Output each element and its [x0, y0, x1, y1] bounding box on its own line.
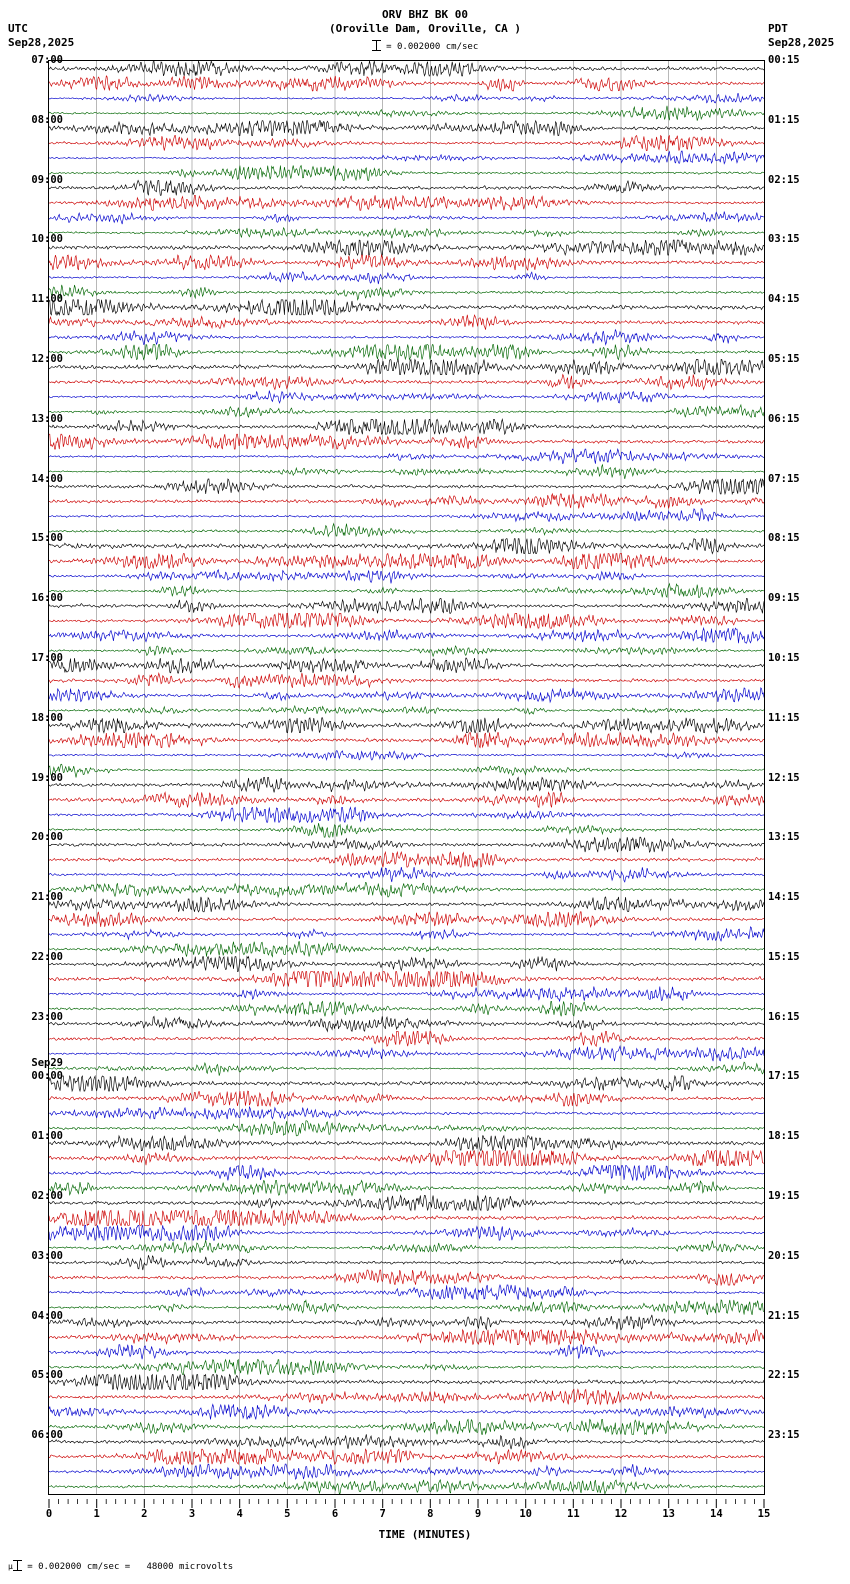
- x-tick-label: 10: [519, 1508, 532, 1520]
- right-time-label: 22:15: [768, 1369, 800, 1382]
- left-time-label: 23:00: [31, 1010, 63, 1023]
- seismic-trace: [49, 1166, 764, 1181]
- seismic-trace: [49, 419, 764, 434]
- right-time-label: 19:15: [768, 1190, 800, 1203]
- seismic-trace: [49, 1181, 764, 1196]
- seismic-trace: [49, 1091, 764, 1106]
- x-tick-label: 6: [331, 1508, 339, 1520]
- right-time-label: 16:15: [768, 1010, 800, 1023]
- seismic-trace: [49, 1345, 764, 1360]
- left-time-label: 06:00: [31, 1429, 63, 1442]
- seismic-trace: [49, 1330, 764, 1345]
- seismic-trace: [49, 61, 764, 76]
- seismic-trace: [49, 584, 764, 598]
- seismic-trace: [49, 1076, 764, 1091]
- page-title: ORV BHZ BK 00: [381, 8, 469, 21]
- right-time-label: 21:15: [768, 1309, 800, 1322]
- right-time-label: 14:15: [768, 891, 800, 904]
- x-tick-label: 12: [614, 1508, 628, 1520]
- seismic-trace: [49, 718, 764, 733]
- seismic-trace: [49, 852, 764, 867]
- left-day-marker: Sep29: [31, 1057, 63, 1070]
- footer-scale-text: = 0.002000 cm/sec = 48000 microvolts: [27, 1562, 234, 1572]
- seismic-trace: [49, 240, 764, 255]
- left-time-label: 15:00: [31, 532, 63, 545]
- seismic-trace: [49, 912, 764, 927]
- seismic-trace: [49, 166, 764, 181]
- seismic-trace: [49, 151, 764, 164]
- right-time-label: 13:15: [768, 831, 800, 844]
- seismic-trace: [49, 195, 764, 210]
- right-time-label: 04:15: [768, 293, 800, 306]
- seismic-trace: [49, 449, 764, 464]
- x-tick-label: 0: [45, 1508, 53, 1520]
- seismic-trace: [49, 927, 764, 942]
- left-time-label: 08:00: [31, 113, 63, 126]
- seismic-trace: [49, 405, 764, 417]
- scale-bar-icon: [372, 40, 381, 51]
- x-tick-label: 1: [93, 1508, 100, 1520]
- seismic-trace: [49, 315, 764, 330]
- seismic-trace: [49, 598, 764, 613]
- seismic-trace: [49, 957, 764, 972]
- seismic-trace: [49, 212, 764, 225]
- left-time-label: 17:00: [31, 651, 63, 664]
- seismic-trace: [49, 539, 764, 554]
- right-time-label: 11:15: [768, 711, 800, 724]
- seismic-trace: [49, 1255, 764, 1270]
- seismic-trace: [49, 479, 764, 494]
- left-time-label: 19:00: [31, 771, 63, 784]
- seismic-trace: [49, 1449, 764, 1464]
- helicorder-plot: [48, 60, 765, 1495]
- seismic-trace: [49, 1480, 764, 1494]
- seismic-trace: [49, 228, 764, 239]
- seismic-trace: [49, 807, 764, 822]
- x-tick-label: 3: [188, 1508, 196, 1520]
- left-time-label: 02:00: [31, 1190, 63, 1203]
- left-time-label: 05:00: [31, 1369, 63, 1382]
- seismic-trace: [49, 1031, 764, 1046]
- left-time-label: 20:00: [31, 831, 63, 844]
- seismic-trace: [49, 1001, 764, 1016]
- seismic-trace: [49, 554, 764, 569]
- right-time-label: 18:15: [768, 1130, 800, 1143]
- right-time-label: 01:15: [768, 113, 800, 126]
- seismic-trace: [49, 76, 764, 91]
- seismic-trace: [49, 1240, 764, 1253]
- seismic-trace: [49, 375, 764, 390]
- left-time-label: 22:00: [31, 950, 63, 963]
- seismic-trace: [49, 434, 764, 449]
- seismic-trace: [49, 1285, 764, 1300]
- seismic-trace: [49, 1107, 764, 1119]
- seismic-trace: [49, 733, 764, 748]
- right-date: Sep28,2025: [768, 36, 835, 49]
- x-tick-label: 9: [474, 1508, 482, 1520]
- seismic-trace: [49, 1016, 764, 1031]
- right-time-label: 23:15: [768, 1429, 800, 1442]
- x-axis-title: TIME (MINUTES): [378, 1528, 472, 1541]
- left-time-label: 21:00: [31, 891, 63, 904]
- seismic-trace: [49, 778, 764, 793]
- right-time-label: 06:15: [768, 412, 800, 425]
- x-tick-label: 7: [379, 1508, 386, 1520]
- seismic-trace: [49, 300, 764, 315]
- left-time-label: 04:00: [31, 1309, 63, 1322]
- scale-legend-text: = 0.002000 cm/sec: [386, 42, 479, 52]
- seismic-trace: [49, 1375, 764, 1390]
- seismic-trace: [49, 823, 764, 837]
- right-time-label: 08:15: [768, 532, 800, 545]
- right-time-label: 09:15: [768, 592, 800, 605]
- left-timezone: UTC: [8, 22, 28, 35]
- seismic-trace: [49, 330, 764, 345]
- right-time-label: 00:15: [768, 54, 800, 66]
- seismic-trace: [49, 942, 764, 957]
- seismic-trace: [49, 345, 764, 360]
- footer-scale-bar-icon: [13, 1560, 22, 1571]
- seismic-trace: [49, 837, 764, 852]
- amplitude-scale-legend: [0, 40, 850, 52]
- right-time-label: 10:15: [768, 651, 800, 664]
- seismic-trace: [49, 897, 764, 912]
- seismic-trace: [49, 1419, 764, 1434]
- seismic-trace: [49, 94, 764, 103]
- seismic-trace: [49, 1315, 764, 1330]
- seismic-trace: [49, 646, 764, 656]
- seismic-trace: [49, 1270, 764, 1285]
- seismic-trace: [49, 1151, 764, 1166]
- seismic-trace: [49, 867, 764, 882]
- seismic-trace: [49, 883, 764, 897]
- left-time-label: 13:00: [31, 412, 63, 425]
- seismic-trace: [49, 524, 764, 537]
- left-time-label: 00:00: [31, 1070, 63, 1083]
- seismic-trace: [49, 1300, 764, 1315]
- seismic-trace: [49, 1360, 764, 1375]
- seismic-trace: [49, 391, 764, 403]
- seismogram-canvas: [49, 61, 764, 1494]
- seismic-trace: [49, 106, 764, 121]
- left-time-label: 14:00: [31, 472, 63, 485]
- left-date: Sep28,2025: [8, 36, 75, 49]
- x-axis: [45, 1496, 771, 1530]
- seismic-trace: [49, 272, 764, 284]
- micro-symbol: μ: [8, 1562, 13, 1571]
- right-timezone: PDT: [768, 22, 788, 35]
- right-time-label: 12:15: [768, 771, 800, 784]
- seismic-trace: [49, 1136, 764, 1151]
- right-time-label: 15:15: [768, 950, 800, 963]
- seismic-trace: [49, 764, 764, 777]
- seismic-trace: [49, 613, 764, 628]
- seismic-trace: [49, 628, 764, 643]
- seismic-trace: [49, 1464, 764, 1479]
- seismic-trace: [49, 494, 764, 509]
- x-tick-label: 13: [662, 1508, 675, 1520]
- seismic-trace: [49, 658, 764, 673]
- seismic-trace: [49, 1196, 764, 1211]
- right-time-label: 07:15: [768, 472, 800, 485]
- x-tick-label: 2: [141, 1508, 148, 1520]
- left-time-label: 18:00: [31, 711, 63, 724]
- seismic-trace: [49, 688, 764, 702]
- seismic-trace: [49, 1225, 764, 1240]
- x-tick-label: 14: [710, 1508, 723, 1520]
- seismic-trace: [49, 792, 764, 807]
- seismic-trace: [49, 706, 764, 714]
- right-time-label: 17:15: [768, 1070, 800, 1083]
- seismic-trace: [49, 360, 764, 375]
- left-time-label: 10:00: [31, 233, 63, 246]
- x-tick-label: 11: [567, 1508, 580, 1520]
- seismic-trace: [49, 285, 764, 300]
- seismic-trace: [49, 1390, 764, 1405]
- seismic-trace: [49, 972, 764, 987]
- right-time-label: 02:15: [768, 173, 800, 186]
- seismic-trace: [49, 570, 764, 584]
- footer-scale-note: [8, 1560, 233, 1572]
- x-tick-label: 5: [284, 1508, 291, 1520]
- right-time-label: 03:15: [768, 233, 800, 246]
- left-time-label: 16:00: [31, 592, 63, 605]
- left-time-label: 09:00: [31, 173, 63, 186]
- left-time-label: 11:00: [31, 293, 63, 306]
- x-tick-label: 15: [757, 1508, 771, 1520]
- seismic-trace: [49, 673, 764, 688]
- seismic-trace: [49, 1434, 764, 1449]
- right-time-label: 05:15: [768, 352, 800, 365]
- seismic-trace: [49, 1404, 764, 1419]
- station-subtitle: (Oroville Dam, Oroville, CA ): [328, 22, 522, 35]
- seismic-trace: [49, 987, 764, 1002]
- seismic-trace: [49, 121, 764, 136]
- seismic-trace: [49, 1046, 764, 1061]
- right-time-label: 20:15: [768, 1249, 800, 1262]
- x-axis-ticks: [48, 1499, 765, 1511]
- x-tick-label: 4: [236, 1508, 243, 1520]
- x-tick-label: 8: [427, 1508, 434, 1520]
- left-time-label: 12:00: [31, 352, 63, 365]
- seismic-trace: [49, 1062, 764, 1076]
- left-time-label: 01:00: [31, 1130, 63, 1143]
- seismic-trace: [49, 136, 764, 151]
- seismic-trace: [49, 255, 764, 270]
- seismic-trace: [49, 751, 764, 761]
- seismic-trace: [49, 509, 764, 522]
- seismic-trace: [49, 1210, 764, 1225]
- left-time-label: 07:00: [31, 54, 63, 66]
- seismic-trace: [49, 180, 764, 195]
- seismic-trace: [49, 465, 764, 479]
- seismic-trace: [49, 1121, 764, 1136]
- left-time-label: 03:00: [31, 1249, 63, 1262]
